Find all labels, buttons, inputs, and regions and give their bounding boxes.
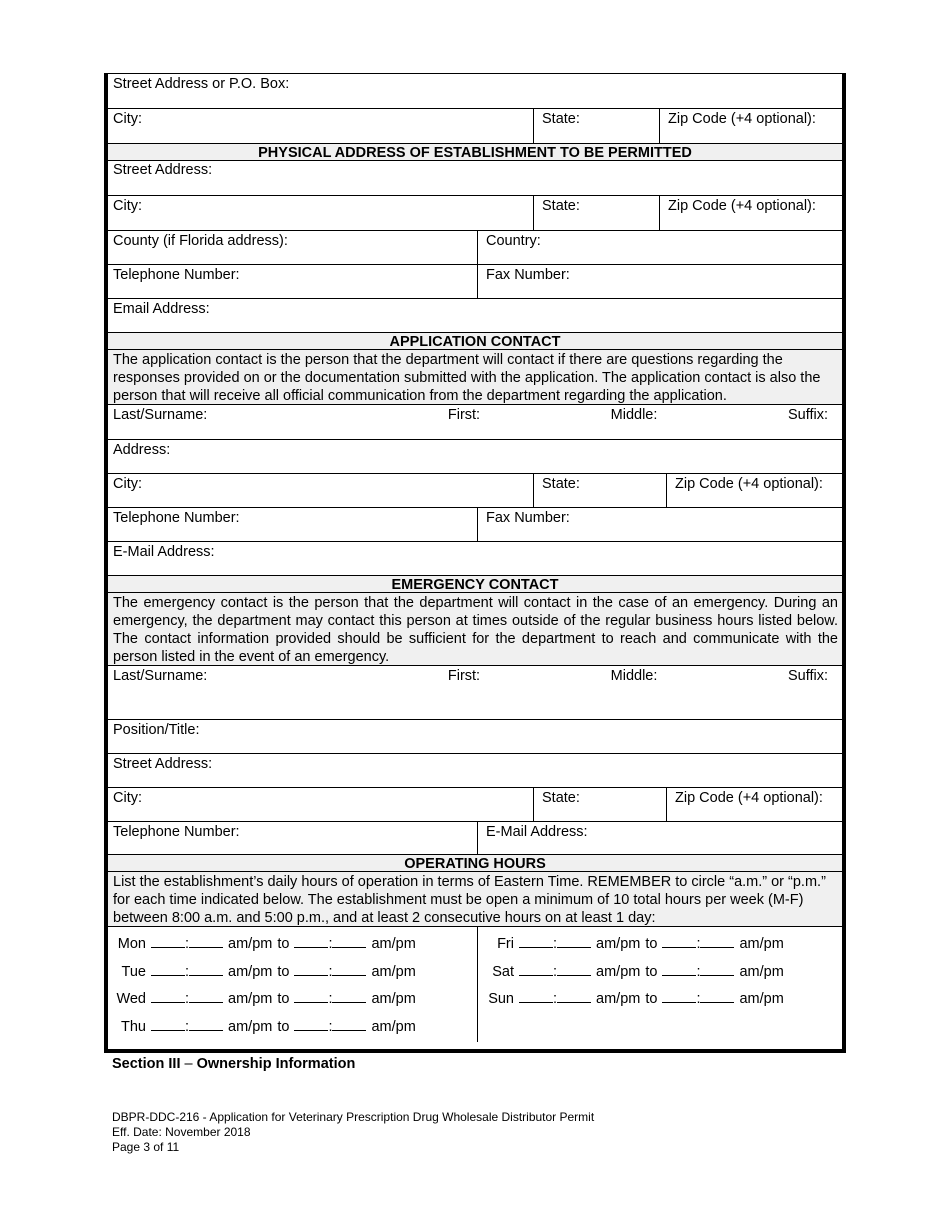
physical-state-field[interactable]	[533, 196, 659, 230]
physical-county-row	[108, 231, 842, 265]
emergency-contact-heading-text: EMERGENCY CONTACT	[391, 577, 559, 593]
day-label: Tue	[121, 963, 146, 980]
em-phone-field[interactable]	[108, 822, 477, 854]
application-form	[104, 73, 846, 1053]
physical-county-field[interactable]	[108, 231, 477, 264]
em-zip-field[interactable]	[666, 788, 842, 821]
mailing-zip-label: Zip Code (+4 optional):	[668, 111, 816, 127]
hours-line	[114, 991, 477, 1019]
ampm-label: am/pm	[596, 963, 641, 980]
hours-text: :	[553, 936, 558, 952]
app-city-row	[108, 474, 842, 508]
day-label: Wed	[116, 991, 146, 1007]
app-zip-field[interactable]	[666, 474, 842, 507]
em-first-name-label: First:	[447, 668, 481, 684]
ampm-label: am/pm	[228, 1018, 273, 1035]
physical-phone-row	[108, 265, 842, 299]
time-blank-input[interactable]	[700, 964, 734, 976]
ampm-label: am/pm	[371, 991, 416, 1007]
em-street-label: Street Address:	[113, 756, 213, 772]
ampm-label: am/pm	[371, 963, 416, 980]
time-blank-input[interactable]	[189, 964, 223, 976]
hours-text: to	[277, 963, 290, 980]
em-street-row	[108, 754, 842, 788]
hours-text: :	[328, 1018, 333, 1035]
hours-text: to	[645, 936, 658, 952]
mailing-city-label: City:	[113, 111, 142, 127]
app-first-name-label: First:	[447, 407, 481, 423]
mailing-state-field[interactable]	[533, 109, 659, 143]
app-email-row	[108, 542, 842, 576]
physical-heading-text: PHYSICAL ADDRESS OF ESTABLISHMENT TO BE PERMITTED	[258, 145, 692, 161]
app-city-label: City:	[113, 476, 142, 492]
physical-phone-field[interactable]	[108, 265, 477, 298]
app-state-field[interactable]	[533, 474, 666, 507]
hours-text: :	[696, 936, 701, 952]
time-blank-input[interactable]	[662, 936, 696, 948]
time-blank-input[interactable]	[700, 991, 734, 1003]
em-suffix-label: Suffix:	[787, 668, 828, 684]
hours-right-column	[477, 927, 842, 1042]
hours-text: :	[185, 963, 190, 980]
app-fax-label: Fax Number:	[486, 510, 570, 526]
physical-city-row	[108, 196, 842, 231]
em-state-label: State:	[542, 790, 580, 806]
page-footer	[112, 1110, 594, 1155]
em-middle-name-label: Middle:	[610, 668, 658, 684]
time-blank-input[interactable]	[557, 964, 591, 976]
emergency-contact-heading	[108, 576, 842, 593]
physical-country-field[interactable]	[477, 231, 842, 264]
time-blank-input[interactable]	[294, 1019, 328, 1031]
hours-text: :	[553, 963, 558, 980]
emergency-contact-description	[108, 593, 842, 666]
time-blank-input[interactable]	[189, 991, 223, 1003]
physical-fax-field[interactable]	[477, 265, 842, 298]
time-blank-input[interactable]	[151, 991, 185, 1003]
physical-country-label: Country:	[486, 233, 541, 249]
ampm-label: am/pm	[739, 936, 784, 952]
hours-line	[114, 936, 477, 964]
hours-text: to	[277, 991, 290, 1007]
application-contact-heading-text: APPLICATION CONTACT	[389, 334, 561, 350]
em-position-row	[108, 720, 842, 754]
ampm-label: am/pm	[228, 963, 273, 980]
hours-line	[486, 991, 842, 1019]
day-label: Mon	[117, 936, 146, 952]
ampm-label: am/pm	[228, 936, 273, 952]
footer-page-number: Page 3 of 11	[112, 1140, 180, 1154]
physical-street-label: Street Address:	[113, 162, 213, 178]
app-email-field[interactable]	[108, 542, 842, 575]
physical-state-label: State:	[542, 198, 580, 214]
time-blank-input[interactable]	[332, 964, 366, 976]
app-middle-name-label: Middle:	[610, 407, 658, 423]
application-contact-heading	[108, 333, 842, 350]
app-state-label: State:	[542, 476, 580, 492]
hours-text: :	[696, 963, 701, 980]
hours-grid	[108, 927, 842, 1042]
app-address-row	[108, 440, 842, 474]
em-city-field[interactable]	[108, 788, 533, 821]
em-state-field[interactable]	[533, 788, 666, 821]
time-blank-input[interactable]	[294, 991, 328, 1003]
mailing-city-field[interactable]	[108, 109, 533, 143]
physical-fax-label: Fax Number:	[486, 267, 570, 283]
application-contact-description	[108, 350, 842, 405]
physical-street-field[interactable]	[108, 161, 842, 195]
ampm-label: am/pm	[371, 1018, 416, 1035]
section-three-dash: –	[180, 1056, 197, 1072]
em-phone-row	[108, 822, 842, 855]
hours-line	[114, 1019, 477, 1047]
app-phone-field[interactable]	[108, 508, 477, 541]
ampm-label: am/pm	[371, 936, 416, 952]
em-email-field[interactable]	[477, 822, 842, 854]
physical-zip-field[interactable]	[659, 196, 842, 230]
hours-text: to	[277, 1018, 290, 1035]
hours-text: to	[645, 991, 658, 1007]
time-blank-input[interactable]	[332, 936, 366, 948]
operating-hours-description-text: List the establishment’s daily hours of operation in terms of Eastern Time. REMEMBER to circle “a.m.” or “p.m.” for each time indicated below. The establishment must be open a minimum of 10 total hours per week (M-F) between 8:00 a.m. and 5:00 p.m., and at least 2 consecutive hours on at least 1 day:	[113, 874, 826, 926]
em-email-label: E-Mail Address:	[486, 824, 588, 840]
time-blank-input[interactable]	[151, 964, 185, 976]
section-three-prefix: Section III	[112, 1056, 181, 1072]
mailing-street-field[interactable]	[108, 74, 842, 108]
physical-address-heading	[108, 144, 842, 161]
day-label: Sat	[492, 963, 514, 980]
time-blank-input[interactable]	[151, 1019, 185, 1031]
time-blank-input[interactable]	[662, 964, 696, 976]
em-last-name-label: Last/Surname:	[113, 668, 208, 684]
ampm-label: am/pm	[228, 991, 273, 1007]
emergency-contact-name-row[interactable]	[108, 666, 842, 720]
operating-hours-heading	[108, 855, 842, 872]
mailing-zip-field[interactable]	[659, 109, 842, 143]
day-label: Sun	[488, 991, 514, 1007]
em-phone-label: Telephone Number:	[113, 824, 240, 840]
ampm-label: am/pm	[596, 936, 641, 952]
app-phone-row	[108, 508, 842, 542]
em-zip-label: Zip Code (+4 optional):	[675, 790, 823, 806]
mailing-street-label: Street Address or P.O. Box:	[113, 76, 290, 92]
ampm-label: am/pm	[739, 963, 784, 980]
hours-text: to	[645, 963, 658, 980]
em-street-field[interactable]	[108, 754, 842, 787]
app-zip-label: Zip Code (+4 optional):	[675, 476, 823, 492]
hours-line	[486, 936, 842, 964]
operating-hours-description	[108, 872, 842, 927]
ampm-label: am/pm	[739, 991, 784, 1007]
em-city-label: City:	[113, 790, 142, 806]
operating-hours-heading-text: OPERATING HOURS	[404, 856, 546, 872]
app-city-field[interactable]	[108, 474, 533, 507]
section-three-heading	[112, 1056, 355, 1072]
app-email-label: E-Mail Address:	[113, 544, 215, 560]
em-position-field[interactable]	[108, 720, 842, 753]
section-three-title: Ownership Information	[196, 1056, 356, 1072]
time-blank-input[interactable]	[700, 936, 734, 948]
app-last-name-label: Last/Surname:	[113, 407, 208, 423]
day-label: Thu	[121, 1018, 146, 1035]
mailing-state-label: State:	[542, 111, 580, 127]
hours-text: to	[277, 936, 290, 952]
time-blank-input[interactable]	[332, 1019, 366, 1031]
em-city-row	[108, 788, 842, 822]
hours-text: :	[696, 991, 701, 1007]
app-address-field[interactable]	[108, 440, 842, 473]
physical-city-label: City:	[113, 198, 142, 214]
emergency-contact-description-text: The emergency contact is the person that the department will contact in the case of an emergency. During an emergency, the department may contact this person at times outside of the regular business hours listed below. The contact information provided should be sufficient for the department to reach and communicate with the person listed in the event of an emergency.	[113, 595, 838, 665]
physical-phone-label: Telephone Number:	[113, 267, 240, 283]
time-blank-input[interactable]	[189, 1019, 223, 1031]
physical-street-row	[108, 161, 842, 196]
mailing-city-row	[108, 109, 842, 144]
hours-text: :	[185, 1018, 190, 1035]
physical-county-label: County (if Florida address):	[113, 233, 288, 249]
time-blank-input[interactable]	[519, 991, 553, 1003]
physical-email-row	[108, 299, 842, 333]
day-label: Fri	[497, 936, 514, 952]
hours-line	[486, 964, 842, 992]
hours-text: :	[328, 936, 333, 952]
mailing-street-row	[108, 74, 842, 109]
physical-zip-label: Zip Code (+4 optional):	[668, 198, 816, 214]
hours-left-column	[108, 927, 477, 1042]
app-address-label: Address:	[113, 442, 171, 458]
hours-text: :	[328, 991, 333, 1007]
physical-email-label: Email Address:	[113, 301, 210, 317]
footer-effective-date: Eff. Date: November 2018	[112, 1125, 251, 1139]
time-blank-input[interactable]	[294, 964, 328, 976]
footer-form-title: DBPR-DDC-216 - Application for Veterinary Prescription Drug Wholesale Distributor Permit	[112, 1110, 595, 1124]
application-contact-name-row[interactable]	[108, 405, 842, 440]
application-contact-description-text: The application contact is the person that the department will contact if there are questions regarding the responses provided on or the documentation submitted with the application. The application contact is also the person that will receive all official communication from the department regarding the application.	[113, 352, 821, 404]
time-blank-input[interactable]	[519, 964, 553, 976]
physical-city-field[interactable]	[108, 196, 533, 230]
time-blank-input[interactable]	[332, 991, 366, 1003]
hours-text: :	[185, 936, 190, 952]
time-blank-input[interactable]	[557, 936, 591, 948]
hours-text: :	[328, 963, 333, 980]
physical-email-field[interactable]	[108, 299, 842, 332]
hours-line	[114, 964, 477, 992]
app-suffix-label: Suffix:	[787, 407, 828, 423]
hours-text: :	[185, 991, 190, 1007]
app-fax-field[interactable]	[477, 508, 842, 541]
em-position-label: Position/Title:	[113, 722, 200, 738]
time-blank-input[interactable]	[557, 991, 591, 1003]
time-blank-input[interactable]	[189, 936, 223, 948]
app-phone-label: Telephone Number:	[113, 510, 240, 526]
hours-text: :	[553, 991, 558, 1007]
ampm-label: am/pm	[596, 991, 641, 1007]
time-blank-input[interactable]	[294, 936, 328, 948]
time-blank-input[interactable]	[519, 936, 553, 948]
time-blank-input[interactable]	[151, 936, 185, 948]
time-blank-input[interactable]	[662, 991, 696, 1003]
